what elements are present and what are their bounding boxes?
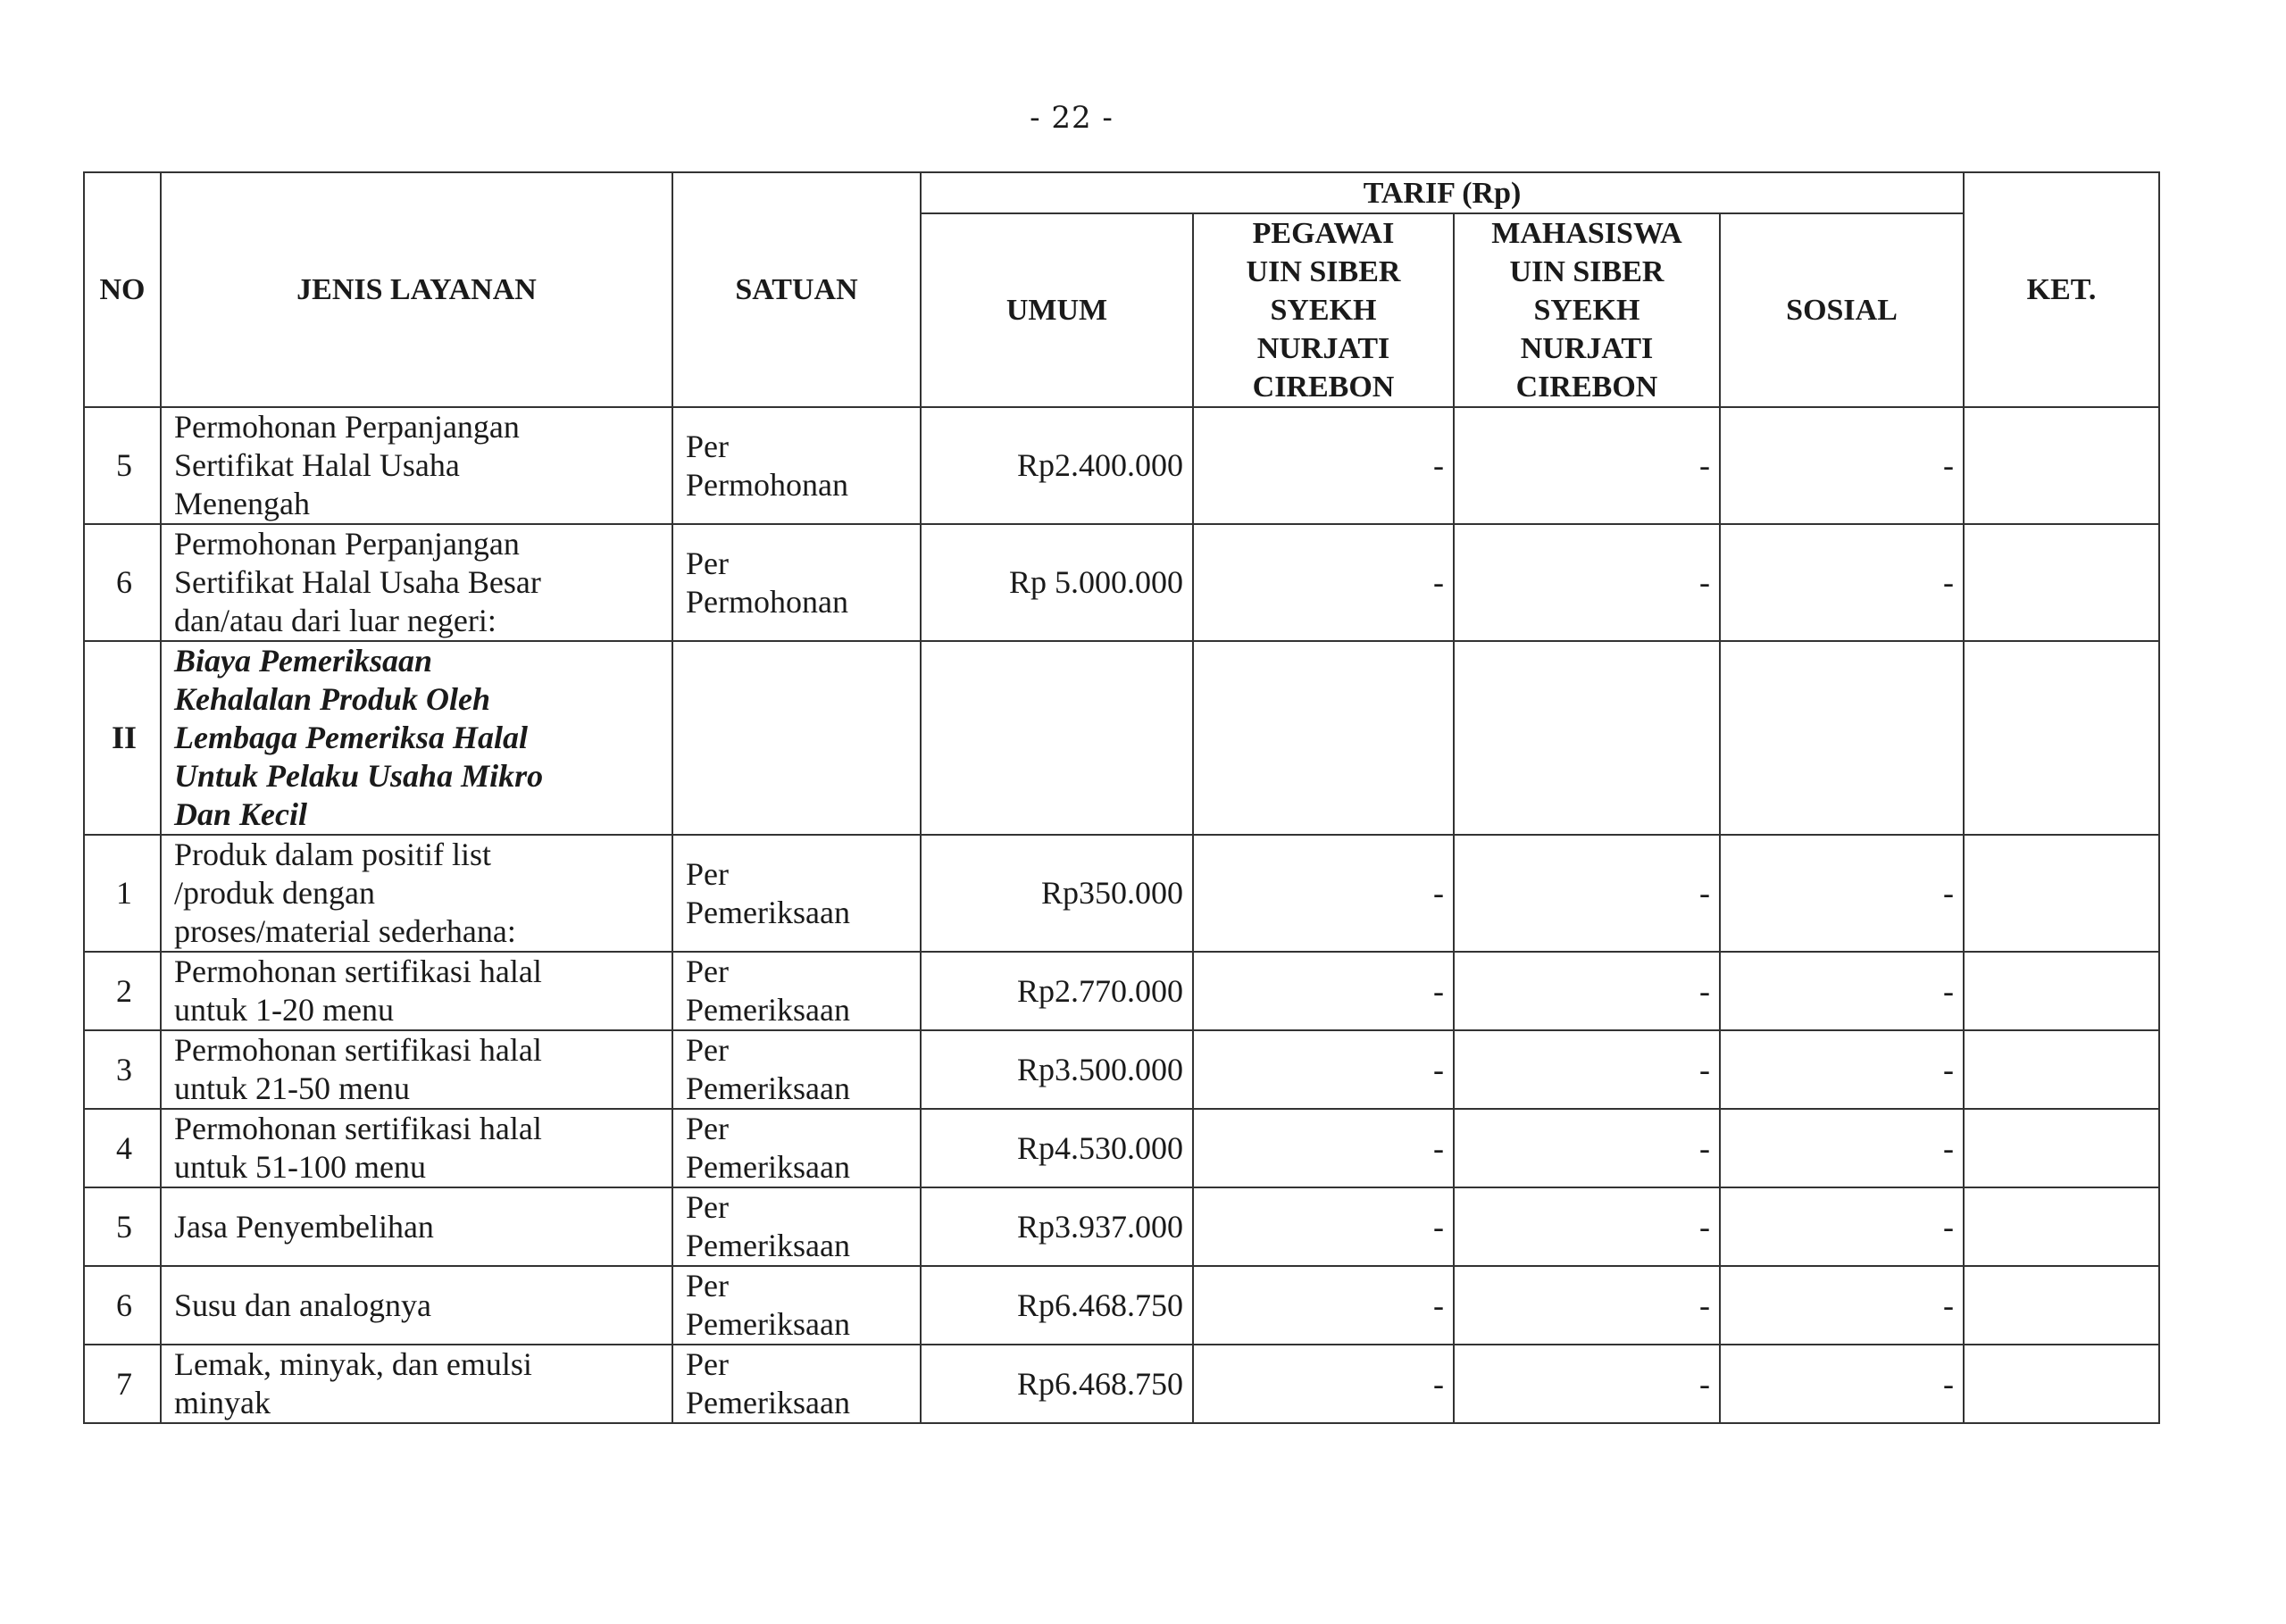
section-row <box>84 641 2159 835</box>
row-number: 5 <box>84 407 161 524</box>
satuan-cell: Per Pemeriksaan <box>672 1187 921 1266</box>
row-number: 6 <box>84 524 161 641</box>
jenis-layanan-cell: Permohonan sertifikasi halal untuk 21-50 menu <box>161 1030 672 1109</box>
header-no: NO <box>84 172 161 407</box>
tarif-mahasiswa-cell: - <box>1454 1266 1720 1345</box>
table-header <box>84 172 2159 407</box>
header-jenis-layanan: JENIS LAYANAN <box>161 172 672 407</box>
keterangan-cell <box>1964 1187 2159 1266</box>
row-number: 3 <box>84 1030 161 1109</box>
header-pegawai: PEGAWAI UIN SIBER SYEKH NURJATI CIREBON <box>1193 213 1454 407</box>
satuan-cell <box>672 641 921 835</box>
jenis-layanan-cell: Permohonan sertifikasi halal untuk 1-20 menu <box>161 952 672 1030</box>
tarif-sosial-cell: - <box>1720 952 1964 1030</box>
jenis-layanan-cell: Jasa Penyembelihan <box>161 1187 672 1266</box>
page-number: - 22 - <box>1030 100 1114 136</box>
satuan-cell: Per Pemeriksaan <box>672 1109 921 1187</box>
tarif-pegawai-cell: - <box>1193 952 1454 1030</box>
tarif-mahasiswa-cell: - <box>1454 524 1720 641</box>
keterangan-cell <box>1964 524 2159 641</box>
tarif-umum-cell <box>921 641 1193 835</box>
tarif-pegawai-cell: - <box>1193 524 1454 641</box>
tarif-sosial-cell: - <box>1720 1266 1964 1345</box>
satuan-cell: Per Pemeriksaan <box>672 835 921 952</box>
keterangan-cell <box>1964 407 2159 524</box>
tarif-pegawai-cell: - <box>1193 835 1454 952</box>
table-row <box>84 835 2159 952</box>
tarif-umum-cell: Rp 5.000.000 <box>921 524 1193 641</box>
keterangan-cell <box>1964 1345 2159 1423</box>
keterangan-cell <box>1964 1109 2159 1187</box>
satuan-cell: Per Permohonan <box>672 524 921 641</box>
table-body <box>84 407 2159 1423</box>
tarif-table <box>83 171 2160 1424</box>
keterangan-cell <box>1964 641 2159 835</box>
jenis-layanan-cell: Lemak, minyak, dan emulsi minyak <box>161 1345 672 1423</box>
tarif-umum-cell: Rp2.400.000 <box>921 407 1193 524</box>
tarif-sosial-cell <box>1720 641 1964 835</box>
row-number: 2 <box>84 952 161 1030</box>
tarif-umum-cell: Rp6.468.750 <box>921 1266 1193 1345</box>
tarif-umum-cell: Rp6.468.750 <box>921 1345 1193 1423</box>
row-number: 6 <box>84 1266 161 1345</box>
keterangan-cell <box>1964 835 2159 952</box>
tarif-mahasiswa-cell: - <box>1454 1345 1720 1423</box>
tarif-umum-cell: Rp350.000 <box>921 835 1193 952</box>
tarif-umum-cell: Rp4.530.000 <box>921 1109 1193 1187</box>
tarif-sosial-cell: - <box>1720 835 1964 952</box>
jenis-layanan-cell: Permohonan Perpanjangan Sertifikat Halal Usaha Besar dan/atau dari luar negeri: <box>161 524 672 641</box>
tarif-mahasiswa-cell: - <box>1454 407 1720 524</box>
jenis-layanan-cell: Permohonan sertifikasi halal untuk 51-100 menu <box>161 1109 672 1187</box>
header-sosial: SOSIAL <box>1720 213 1964 407</box>
tarif-umum-cell: Rp3.500.000 <box>921 1030 1193 1109</box>
jenis-layanan-cell: Produk dalam positif list /produk dengan proses/material sederhana: <box>161 835 672 952</box>
table-row <box>84 1030 2159 1109</box>
tarif-sosial-cell: - <box>1720 1187 1964 1266</box>
satuan-cell: Per Pemeriksaan <box>672 1266 921 1345</box>
tarif-mahasiswa-cell: - <box>1454 1109 1720 1187</box>
satuan-cell: Per Permohonan <box>672 407 921 524</box>
jenis-layanan-cell: Susu dan analognya <box>161 1266 672 1345</box>
tarif-pegawai-cell <box>1193 641 1454 835</box>
tarif-pegawai-cell: - <box>1193 1187 1454 1266</box>
tarif-pegawai-cell: - <box>1193 407 1454 524</box>
row-number: 1 <box>84 835 161 952</box>
tarif-mahasiswa-cell: - <box>1454 1187 1720 1266</box>
header-satuan: SATUAN <box>672 172 921 407</box>
jenis-layanan-cell: Biaya Pemeriksaan Kehalalan Produk Oleh Lembaga Pemeriksa Halal Untuk Pelaku Usaha Mikro Dan Kecil <box>161 641 672 835</box>
satuan-cell: Per Pemeriksaan <box>672 1345 921 1423</box>
row-number: 7 <box>84 1345 161 1423</box>
header-ket: KET. <box>1964 172 2159 407</box>
table-row <box>84 1345 2159 1423</box>
row-number: II <box>84 641 161 835</box>
tarif-sosial-cell: - <box>1720 1109 1964 1187</box>
tarif-sosial-cell: - <box>1720 524 1964 641</box>
table-row <box>84 1109 2159 1187</box>
satuan-cell: Per Pemeriksaan <box>672 952 921 1030</box>
keterangan-cell <box>1964 952 2159 1030</box>
header-umum: UMUM <box>921 213 1193 407</box>
row-number: 4 <box>84 1109 161 1187</box>
tarif-pegawai-cell: - <box>1193 1030 1454 1109</box>
jenis-layanan-cell: Permohonan Perpanjangan Sertifikat Halal Usaha Menengah <box>161 407 672 524</box>
header-tarif-group: TARIF (Rp) <box>921 172 1964 213</box>
tarif-mahasiswa-cell: - <box>1454 1030 1720 1109</box>
tarif-sosial-cell: - <box>1720 1030 1964 1109</box>
tarif-pegawai-cell: - <box>1193 1109 1454 1187</box>
tarif-sosial-cell: - <box>1720 1345 1964 1423</box>
keterangan-cell <box>1964 1266 2159 1345</box>
tarif-umum-cell: Rp2.770.000 <box>921 952 1193 1030</box>
keterangan-cell <box>1964 1030 2159 1109</box>
table-row <box>84 952 2159 1030</box>
table-row <box>84 1266 2159 1345</box>
table-row <box>84 407 2159 524</box>
tarif-mahasiswa-cell: - <box>1454 835 1720 952</box>
table-row <box>84 524 2159 641</box>
tarif-sosial-cell: - <box>1720 407 1964 524</box>
row-number: 5 <box>84 1187 161 1266</box>
tarif-mahasiswa-cell <box>1454 641 1720 835</box>
satuan-cell: Per Pemeriksaan <box>672 1030 921 1109</box>
tarif-mahasiswa-cell: - <box>1454 952 1720 1030</box>
tarif-pegawai-cell: - <box>1193 1345 1454 1423</box>
tarif-pegawai-cell: - <box>1193 1266 1454 1345</box>
table-row <box>84 1187 2159 1266</box>
header-mahasiswa: MAHASISWA UIN SIBER SYEKH NURJATI CIREBON <box>1454 213 1720 407</box>
tarif-umum-cell: Rp3.937.000 <box>921 1187 1193 1266</box>
